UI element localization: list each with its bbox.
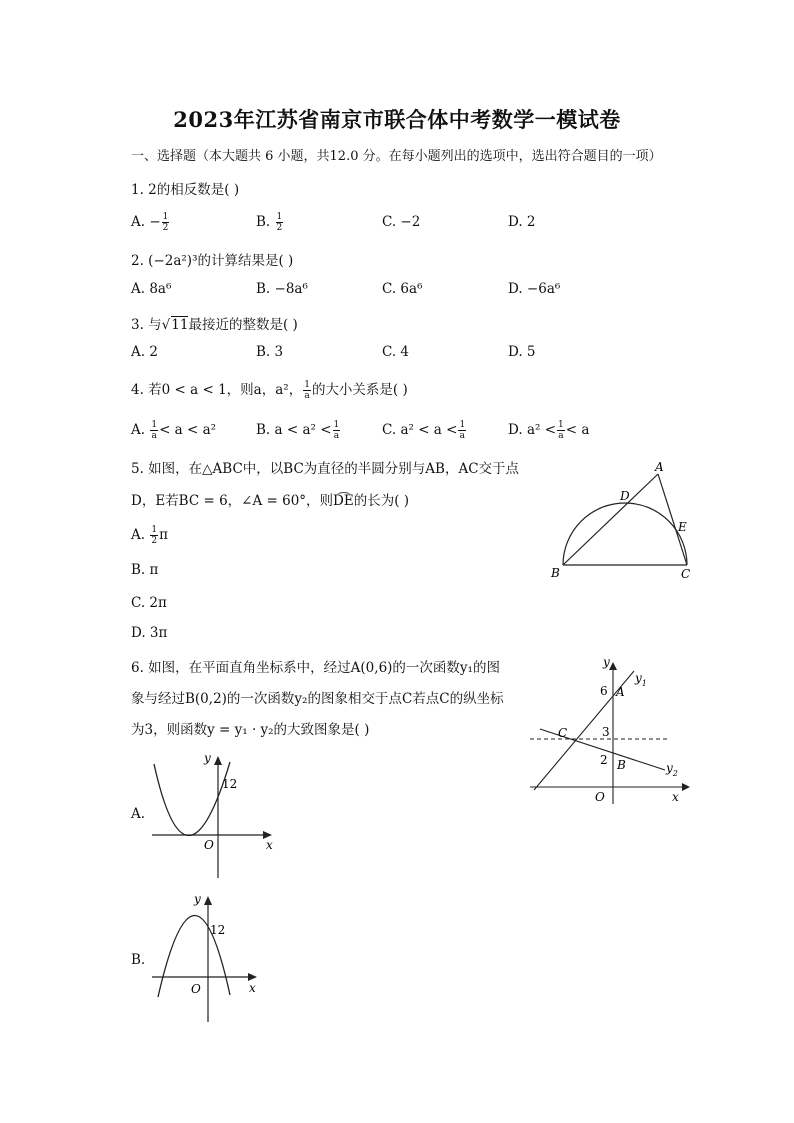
q4-option-d-label: D. [508, 422, 523, 438]
q4-c-pre: a² < a < [400, 422, 458, 438]
q6-label-y: y [603, 655, 610, 669]
question-2-stem: 2. (−2a²)³的计算结果是( ) [131, 253, 294, 269]
q1-option-b[interactable] [256, 212, 284, 233]
q4-option-c[interactable] [382, 420, 467, 441]
q3-stem-post: 最接近的整数是( ) [188, 317, 298, 333]
q5-option-b[interactable]: B. π [131, 562, 159, 578]
q6-label-y1: $y_1$ [635, 671, 647, 688]
q1-option-c[interactable]: C. −2 [382, 214, 421, 230]
q4-c-num: 1 [459, 420, 466, 430]
q5-option-a[interactable] [131, 525, 168, 546]
q6-option-a-label[interactable]: A. [131, 806, 146, 822]
q6a-label-o: O [204, 838, 214, 852]
q4-option-a-label: A. [131, 422, 146, 438]
q6b-label-x: x [249, 981, 256, 995]
q4-c-den: a [459, 431, 465, 441]
q4-stem-pre: 4. 若0 < a < 1，则a，a²， [131, 382, 303, 398]
q6-option-b-graph[interactable] [150, 890, 270, 1025]
q4-option-b[interactable] [256, 420, 341, 441]
q6b-label-y: y [194, 892, 201, 906]
q4-c-fraction [458, 420, 466, 441]
q4-b-pre: a < a² < [274, 422, 332, 438]
q5-option-a-label: A. [131, 527, 146, 543]
q1-option-a-sign: − [149, 214, 161, 230]
question-5-line-1: 5. 如图，在△ABC中，以BC为直径的半圆分别与AB，AC交于点 [131, 461, 520, 477]
q5-semicircle [563, 503, 687, 565]
q3-radicand: 11 [171, 317, 189, 333]
q4-option-c-label: C. [382, 422, 397, 438]
q4-d-den: a [558, 431, 564, 441]
q3-stem-pre: 3. 与 [131, 317, 162, 333]
q4-a-num: 1 [151, 420, 158, 430]
q4-d-post: < a [565, 422, 590, 438]
q4-option-a[interactable] [131, 420, 216, 441]
q5-a-fraction [150, 525, 158, 546]
q4-d-fraction [557, 420, 565, 441]
q1-b-numerator: 1 [276, 212, 283, 222]
q4-a-post: < a < a² [159, 422, 217, 438]
q4-b-num: 1 [333, 420, 340, 430]
q5-a-post: π [159, 527, 168, 543]
q5-label-d: D [620, 489, 630, 503]
q5-a-den: 2 [151, 536, 158, 546]
q4-a-den: a [151, 431, 157, 441]
q6-label-3: 3 [602, 725, 610, 739]
q4-stem-numerator: 1 [304, 380, 310, 390]
q1-b-denominator: 2 [276, 223, 283, 233]
q6-label-y2: $y_2$ [666, 761, 678, 778]
question-3-stem [131, 313, 298, 333]
q6-y-arrow-icon [609, 662, 617, 670]
q4-option-d[interactable] [508, 420, 589, 441]
q4-d-num: 1 [558, 420, 564, 430]
q4-d-pre: a² < [526, 422, 557, 438]
q6b-y-arrow-icon [204, 896, 212, 905]
q6a-label-12: 12 [222, 777, 238, 791]
q1-option-d[interactable]: D. 2 [508, 214, 536, 230]
q6-label-c: C [558, 726, 568, 740]
question-5-line-2: D，E若BC = 6，∠A = 60°，则D͡E的长为( ) [131, 493, 410, 509]
q5-a-num: 1 [151, 525, 158, 535]
section-header: 一、选择题（本大题共 6 小题，共12.0 分。在每小题列出的选项中，选出符合题目的一项） [131, 149, 662, 164]
q6a-y-arrow-icon [214, 756, 222, 765]
q1-option-a[interactable] [131, 212, 170, 233]
q1-option-b-fraction [276, 212, 284, 233]
q6-label-x: x [672, 790, 679, 804]
q2-option-a[interactable]: A. 8a⁶ [131, 281, 172, 297]
q1-option-a-fraction [162, 212, 170, 233]
q5-label-a: A [655, 460, 664, 474]
q5-label-e: E [678, 520, 687, 534]
q6-x-arrow-icon [682, 783, 690, 791]
q4-a-fraction [150, 420, 158, 441]
q1-option-a-label: A. [131, 214, 146, 230]
q5-figure [545, 455, 705, 585]
q5-label-b: B [551, 566, 560, 580]
q3-option-c[interactable]: C. 4 [382, 344, 410, 360]
q6b-label-12: 12 [210, 923, 226, 937]
question-1-stem: 1. 2的相反数是( ) [131, 182, 240, 198]
q6-option-a-graph[interactable] [150, 748, 280, 880]
q2-option-c[interactable]: C. 6a⁶ [382, 281, 423, 297]
q4-stem-post: 的大小关系是( ) [311, 382, 408, 398]
q3-option-d[interactable]: D. 5 [508, 344, 536, 360]
q2-option-b[interactable]: B. −8a⁶ [256, 281, 308, 297]
q6a-parabola [154, 762, 230, 836]
q6b-label-o: O [191, 982, 201, 996]
q6-label-b: B [617, 758, 626, 772]
question-4-stem [131, 378, 408, 401]
q4-stem-fraction [303, 380, 311, 401]
q4-b-fraction [333, 420, 341, 441]
question-6-line-1: 6. 如图，在平面直角坐标系中，经过A(0,6)的一次函数y₁的图 [131, 660, 500, 676]
q2-option-d[interactable]: D. −6a⁶ [508, 281, 561, 297]
q6-label-o: O [595, 790, 605, 804]
q4-option-b-label: B. [256, 422, 271, 438]
exam-title: 2023年江苏省南京市联合体中考数学一模试卷 [173, 107, 621, 132]
q6-label-a: A [616, 685, 625, 699]
q6-figure [526, 652, 696, 807]
q6b-x-arrow-icon [248, 973, 257, 981]
question-6-line-2: 象与经过B(0,2)的一次函数y₂的图象相交于点C若点C的纵坐标 [131, 691, 504, 707]
q5-option-c[interactable]: C. 2π [131, 595, 167, 611]
q4-b-den: a [333, 431, 340, 441]
q5-label-c: C [681, 567, 691, 581]
q5-option-d[interactable]: D. 3π [131, 625, 168, 641]
q5-side-ba [563, 474, 658, 565]
sqrt-icon: √ [161, 317, 171, 333]
q1-option-b-label: B. [256, 214, 271, 230]
q6a-label-y: y [204, 751, 211, 765]
q1-a-denominator: 2 [162, 223, 169, 233]
q4-stem-denominator: a [304, 391, 310, 401]
q6a-label-x: x [266, 838, 273, 852]
q3-option-a[interactable]: A. 2 [131, 344, 158, 360]
q6-option-b-label[interactable]: B. [131, 952, 146, 968]
question-6-line-3: 为3，则函数y = y₁ · y₂的大致图象是( ) [131, 722, 370, 738]
q6-label-2: 2 [600, 753, 608, 767]
q1-a-numerator: 1 [162, 212, 169, 222]
q6-label-6: 6 [600, 684, 608, 698]
q3-option-b[interactable]: B. 3 [256, 344, 284, 360]
